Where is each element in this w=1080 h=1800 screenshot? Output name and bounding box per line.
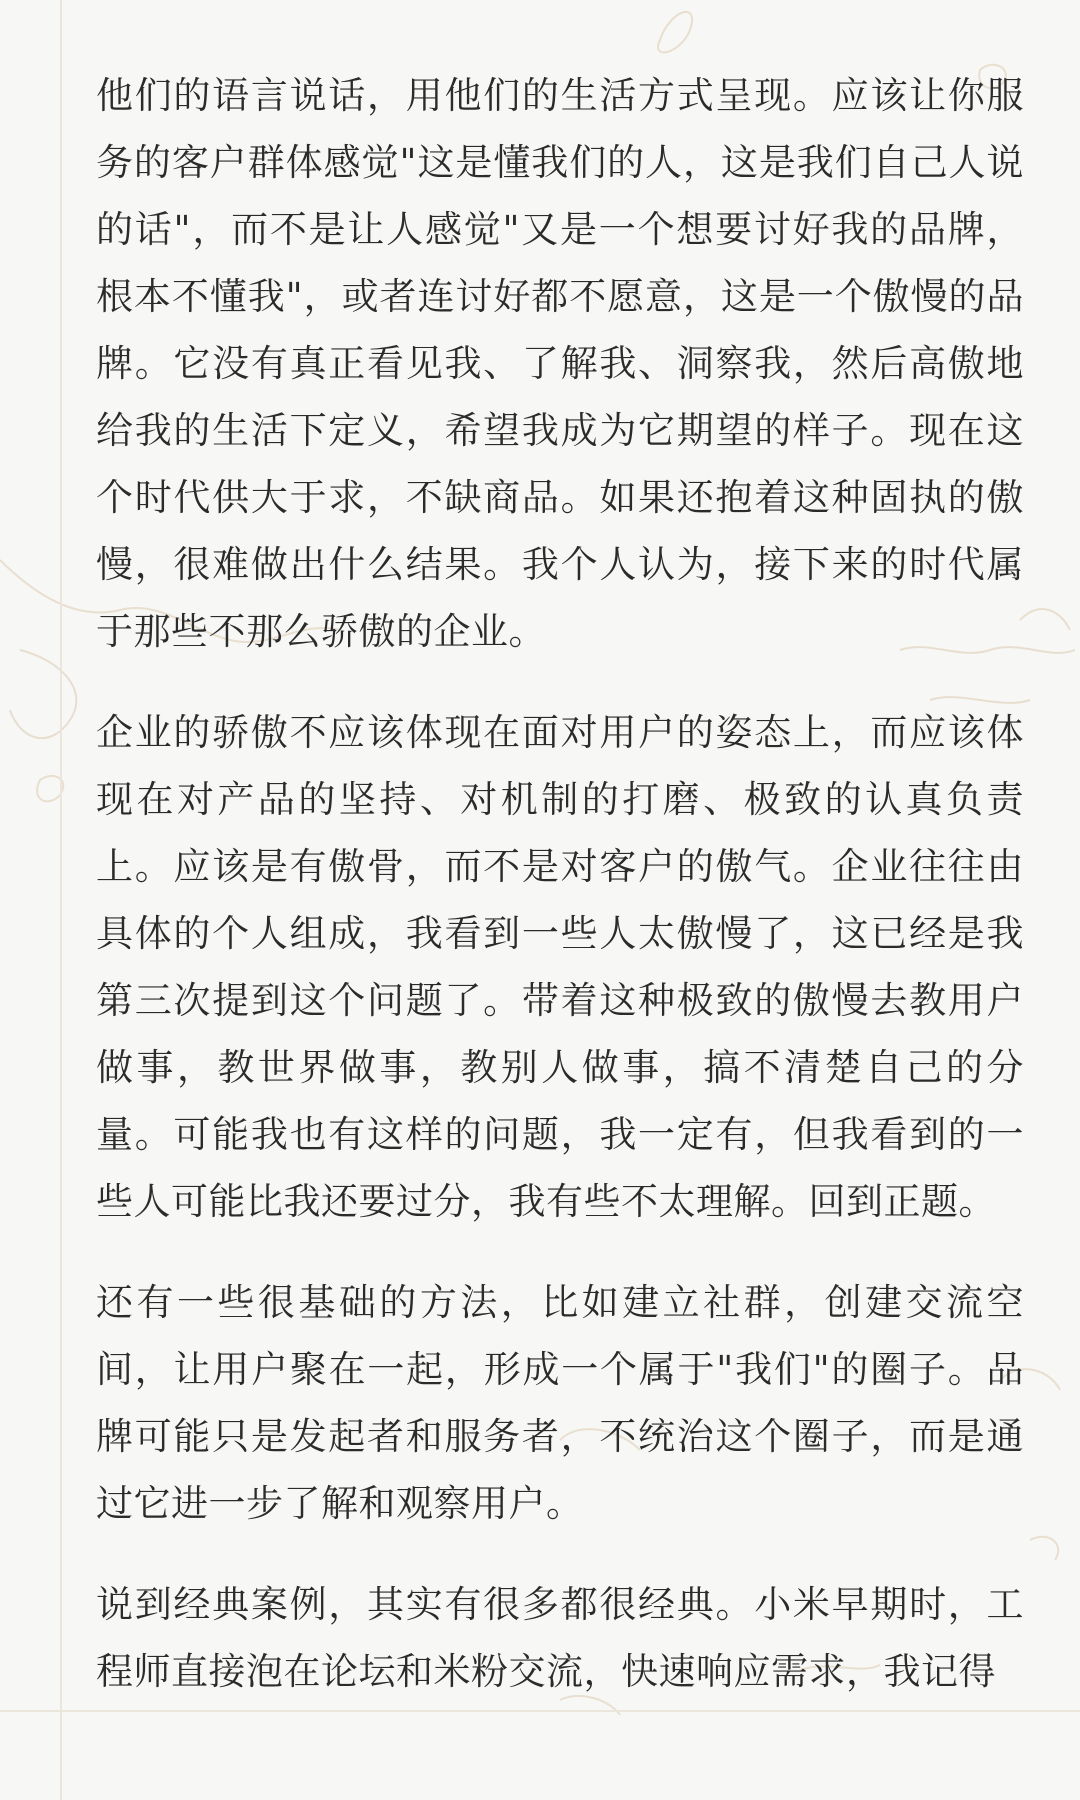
paragraph-3: 还有一些很基础的方法，比如建立社群，创建交流空间，让用户聚在一起，形成一个属于"我们"的圈子。品牌可能只是发起者和服务者，不统治这个圈子，而是通过它进一步了解和观察用户。 [96,1281,1024,1525]
paragraph-1: 他们的语言说话，用他们的生活方式呈现。应该让你服务的客户群体感觉"这是懂我们的人，这是我们自己人说的话"，而不是让人感觉"又是一个想要讨好我的品牌，根本不懂我"，或者连讨好都不愿意，这是一个傲慢的品牌。它没有真正看见我、了解我、洞察我，然后高傲地给我的生活下定义，希望我成为它期望的样子。现在这个时代供大于求，不缺商品。如果还抱着这种固执的傲慢，很难做出什么结果。我个人认为，接下来的时代属于那些不那么骄傲的企业。 [96,74,1024,653]
paragraph-2: 企业的骄傲不应该体现在面对用户的姿态上，而应该体现在对产品的坚持、对机制的打磨、极致的认真负责上。应该是有傲骨，而不是对客户的傲气。企业往往由具体的个人组成，我看到一些人太傲慢了，这已经是我第三次提到这个问题了。带着这种极致的傲慢去教用户做事，教世界做事，教别人做事，搞不清楚自己的分量。可能我也有这样的问题，我一定有，但我看到的一些人可能比我还要过分，我有些不太理解。回到正题。 [96,711,1024,1223]
left-margin-line [60,0,62,1800]
paragraph-4: 说到经典案例，其实有很多都很经典。小米早期时，工程师直接泡在论坛和米粉交流，快速响应需求，我记得 [96,1583,1024,1693]
article-body [96,62,1024,1739]
